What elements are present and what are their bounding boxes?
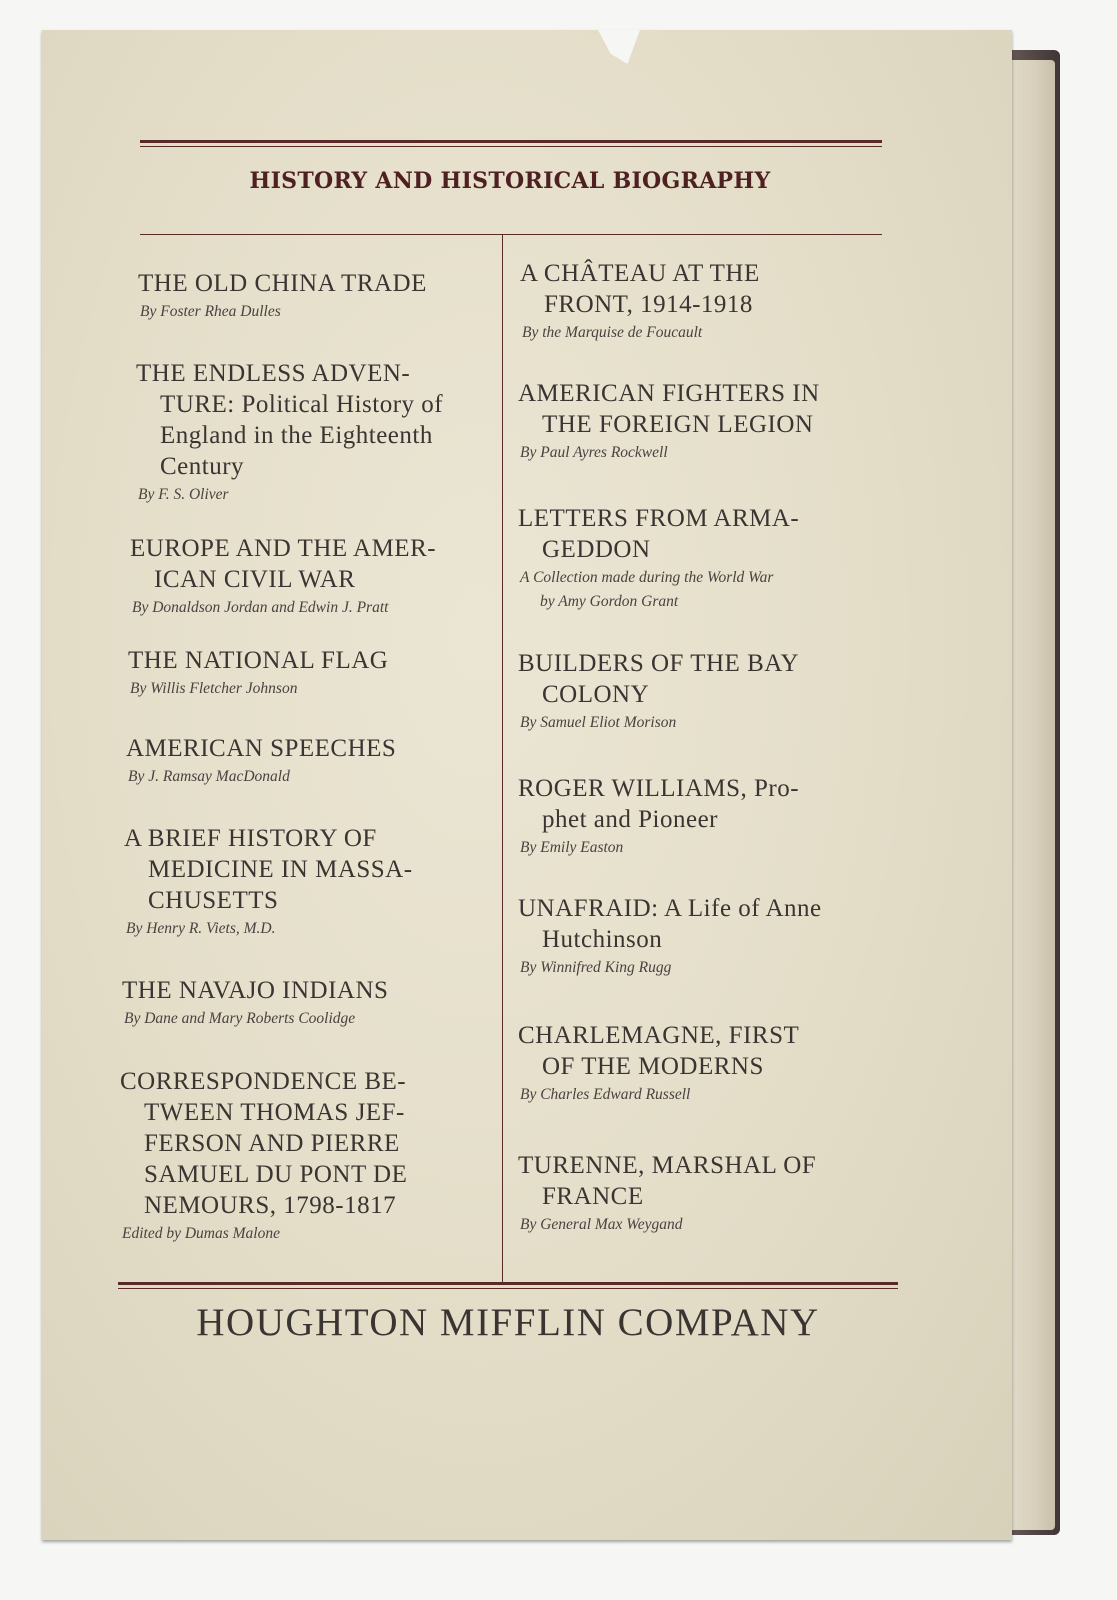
book-title-line: AMERICAN FIGHTERS IN <box>518 380 820 407</box>
book-title-line: ICAN CIVIL WAR <box>154 566 356 593</box>
book-entry <box>518 648 799 734</box>
book-author: By Paul Ayres Rockwell <box>520 444 668 461</box>
book-author: By General Max Weygand <box>520 1216 683 1233</box>
book-title <box>518 773 799 835</box>
book-entry <box>518 893 822 979</box>
book-title-line: COLONY <box>542 681 650 708</box>
book-entry <box>126 733 396 788</box>
book-title-line: THE NAVAJO INDIANS <box>122 977 389 1004</box>
book-title-line: CORRESPONDENCE BE- <box>120 1068 407 1095</box>
book-title-line: CHARLEMAGNE, FIRST <box>518 1022 800 1049</box>
book-entry <box>518 503 799 613</box>
book-title-line: OF THE MODERNS <box>542 1053 764 1080</box>
book-title <box>130 533 436 595</box>
book-entry <box>120 1066 407 1245</box>
book-title-line: ROGER WILLIAMS, Pro- <box>518 775 800 802</box>
book-spine <box>1005 60 1055 1530</box>
book-entry <box>518 773 799 859</box>
book-title <box>138 268 427 299</box>
book-title-line: A CHÂTEAU AT THE <box>520 260 760 287</box>
book-author: By Foster Rhea Dulles <box>140 303 281 320</box>
book-entry <box>518 378 820 464</box>
book-author: By Donaldson Jordan and Edwin J. Pratt <box>132 599 389 616</box>
book-author: By the Marquise de Foucault <box>522 324 703 341</box>
book-title-line: LETTERS FROM ARMA- <box>518 505 800 532</box>
book-title-line: FRANCE <box>542 1183 644 1210</box>
book-title-line: Century <box>160 453 245 480</box>
book-title <box>120 1066 407 1221</box>
book-author: By Charles Edward Russell <box>520 1086 691 1103</box>
book-author: By F. S. Oliver <box>138 486 229 503</box>
book-title <box>124 823 413 916</box>
book-title-line: SAMUEL DU PONT DE <box>144 1161 408 1188</box>
book-title-line: UNAFRAID: A Life of Anne <box>518 895 822 922</box>
book-author: A Collection made during the World War <box>520 569 774 586</box>
book-title-line: TWEEN THOMAS JEF- <box>144 1099 405 1126</box>
book-title-line: GEDDON <box>542 536 651 563</box>
book-title-line: A BRIEF HISTORY OF <box>124 825 377 852</box>
book-title-line: AMERICAN SPEECHES <box>126 735 397 762</box>
book-title-line: CHUSETTS <box>148 887 279 914</box>
book-title <box>136 358 443 482</box>
top-rule-thin <box>140 146 882 147</box>
book-title-line: England in the Eighteenth <box>160 422 433 449</box>
book-entry <box>520 258 760 344</box>
book-title-line: THE FOREIGN LEGION <box>542 411 814 438</box>
book-title <box>520 258 760 320</box>
book-title <box>518 648 799 710</box>
book-entry <box>128 645 388 700</box>
section-heading: HISTORY AND HISTORICAL BIOGRAPHY <box>249 168 771 194</box>
book-entry <box>122 975 388 1030</box>
book-title-line: FRONT, 1914-1918 <box>544 291 753 318</box>
book-entry <box>518 1020 799 1106</box>
book-title-line: TURE: Political History of <box>160 391 444 418</box>
publisher-name: HOUGHTON MIFFLIN COMPANY <box>196 1301 820 1344</box>
book-author: By Winnifred King Rugg <box>520 959 672 976</box>
book-title <box>122 975 388 1006</box>
book-title-line: THE OLD CHINA TRADE <box>138 270 427 297</box>
book-title <box>518 378 820 440</box>
book-author: By Emily Easton <box>520 839 624 856</box>
bottom-rule-thin <box>118 1288 898 1289</box>
book-title-line: Hutchinson <box>542 926 663 953</box>
book-entry <box>130 533 436 619</box>
book-title-line: THE ENDLESS ADVEN- <box>136 360 411 387</box>
book-entry <box>138 268 427 323</box>
bottom-rule <box>118 1282 898 1285</box>
book-title-line: phet and Pioneer <box>542 806 719 833</box>
book-title <box>518 1020 799 1082</box>
book-author: By Dane and Mary Roberts Coolidge <box>124 1010 356 1027</box>
book-title-line: FERSON AND PIERRE <box>144 1130 400 1157</box>
book-entry <box>124 823 413 940</box>
book-title-line: MEDICINE IN MASSA- <box>148 856 413 883</box>
book-title <box>518 503 799 565</box>
book-author: by Amy Gordon Grant <box>540 593 679 610</box>
column-divider <box>502 235 503 1285</box>
book-author: By Willis Fletcher Johnson <box>130 680 298 697</box>
book-entry <box>136 358 443 506</box>
book-title <box>518 1150 816 1212</box>
heading-underline <box>140 234 882 235</box>
book-title <box>126 733 396 764</box>
top-rule <box>140 140 882 143</box>
book-author: By Henry R. Viets, M.D. <box>126 920 276 937</box>
book-author: By J. Ramsay MacDonald <box>128 768 290 785</box>
book-title <box>518 893 822 955</box>
book-author: Edited by Dumas Malone <box>122 1225 280 1242</box>
book-title-line: TURENNE, MARSHAL OF <box>518 1152 817 1179</box>
book-entry <box>518 1150 816 1236</box>
book-author: By Samuel Eliot Morison <box>520 714 677 731</box>
book-title-line: EUROPE AND THE AMER- <box>130 535 437 562</box>
book-title-line: THE NATIONAL FLAG <box>128 647 389 674</box>
book-title-line: BUILDERS OF THE BAY <box>518 650 800 677</box>
book-title-line: NEMOURS, 1798-1817 <box>144 1192 397 1219</box>
book-title <box>128 645 388 676</box>
